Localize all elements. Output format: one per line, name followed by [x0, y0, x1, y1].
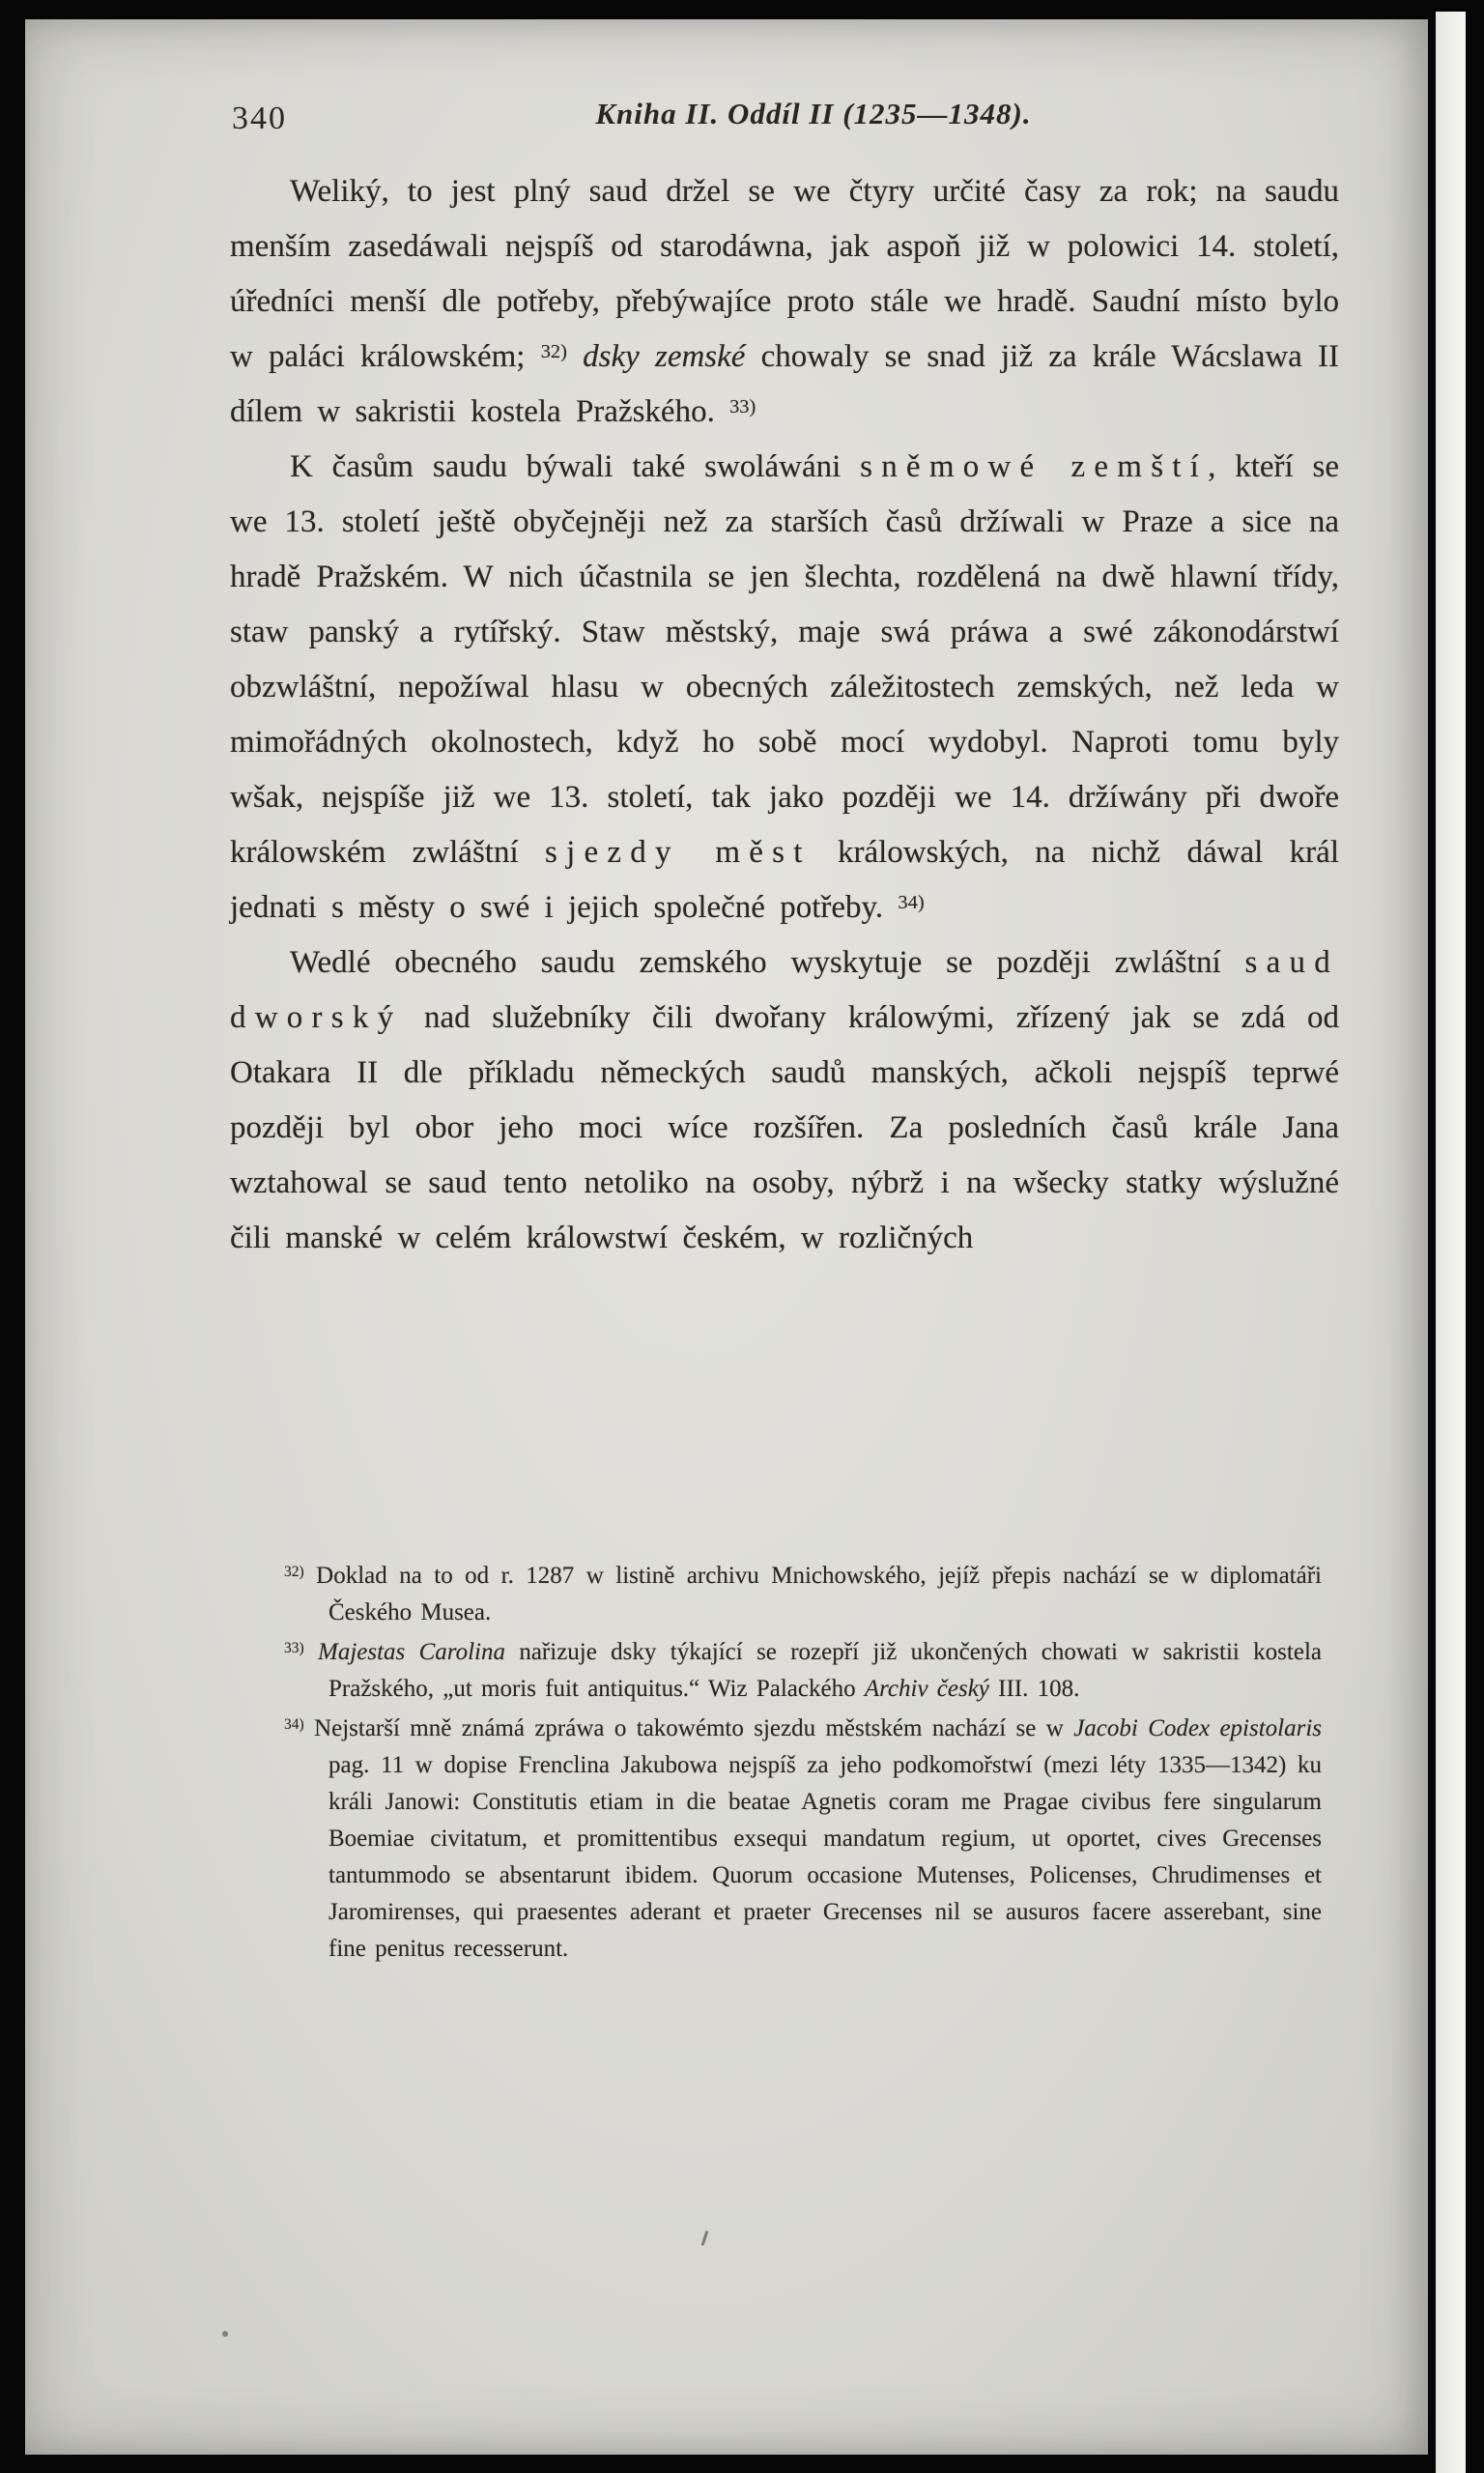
scan-speck-icon	[222, 2331, 228, 2337]
text-run: nad služebníky čili dwořany králowými, zřízený jak se zdá od Otakara II dle příkladu německých saudů manských, ačkoli nejspíš teprwé později byl obor jeho moci wíce rozšířen. Za posledních časů krále Jana wztahowal se saud tento netoliko na osoby, nýbrž i na wšecky statky wýslužné čili manské w celém králowstwí českém, w rozličných	[230, 1000, 1339, 1255]
book-page	[25, 19, 1428, 2455]
footnote-ref: 32)	[540, 340, 567, 362]
page-header	[230, 97, 1339, 145]
text-run: Jacobi Codex epistolaris	[1073, 1715, 1323, 1741]
text-run: králowských, na nichž dáwal král jednati s městy o swé i jejich společné potřeby.	[230, 835, 1339, 925]
text-run: nařizuje dsky týkající se rozepří již ukončených chowati w sakristii kostela Pražského, „ut moris fuit antiquitus.“ Wiz Palackého	[328, 1639, 1322, 1702]
text-run: Nejstarší mně známá zpráwa o takowémto sjezdu městském nachází se w	[314, 1715, 1074, 1741]
next-page-edge	[1436, 12, 1466, 2473]
text-run: Weliký, to jest plný saud držel se we čtyry určité časy za rok; na saudu menším zasedáwali nejspíš od starodáwna, jak aspoň již w polowici 14. století, úředníci menší dle potřeby, přebýwajíce proto stále we hradě. Saudní místo bylo w paláci králowském;	[230, 174, 1339, 374]
text-run: Doklad na to od r. 1287 w listině archivu Mnichowského, jejíž přepis nachází se w diplomatáři Českého Musea.	[316, 1563, 1322, 1625]
scan-speck-icon	[701, 2230, 709, 2246]
footnote-ref: 33)	[729, 395, 756, 417]
paragraph	[230, 935, 1339, 1266]
text-run: Archiv český	[864, 1676, 989, 1702]
body-text	[230, 164, 1339, 1266]
text-run: III. 108.	[988, 1676, 1080, 1702]
text-run: sněmowé zemští	[860, 449, 1209, 484]
paragraph	[230, 440, 1339, 935]
paragraph	[230, 164, 1339, 440]
text-run: Wedlé obecného saudu zemského wyskytuje se později zwláštní	[290, 945, 1245, 980]
text-run: , kteří se we 13. století ještě obyčejněji než za starších časů držíwali w Praze a sice na hradě Pražském. W nich účastnila se jen šlechta, rozdělená na dwě hlawní třídy, staw panský a rytířský. Staw městský, maje swá práwa a swé zákonodárstwí obzwláštní, nepožíwal hlasu w obecných záležitostech zemských, než leda w mimořádných okolnostech, když ho sobě mocí wydobyl. Naproti tomu byly wšak, nejspíše již we 13. století, tak jako později we 14. držíwány při dwoře králowském zwláštní	[230, 449, 1339, 870]
footnote	[284, 1558, 1322, 1631]
page-number: 340	[232, 101, 287, 136]
footnote	[284, 1711, 1322, 1968]
text-run: dsky zemské	[583, 339, 746, 374]
running-title: Kniha II. Oddíl II (1235—1348).	[595, 97, 1032, 130]
text-run: chowaly se snad již za krále Wácslawa II dílem w sakristii kostela Pražského.	[230, 339, 1340, 429]
footnote	[284, 1634, 1322, 1708]
footnote-marker: 32)	[284, 1564, 304, 1581]
text-run	[567, 339, 583, 374]
footnote-ref: 34)	[898, 891, 925, 913]
footnotes	[284, 1558, 1322, 1970]
text-run: sjezdy měst	[544, 835, 812, 870]
text-run: K časům saudu býwali také swoláwáni	[290, 449, 861, 484]
footnote-marker: 33)	[284, 1640, 304, 1657]
footnote-marker: 34)	[284, 1716, 304, 1734]
text-run: saud dworský	[230, 945, 1339, 1035]
text-run: pag. 11 w dopise Frenclina Jakubowa nejspíš za jeho podkomořstwí (mezi léty 1335—1342) ku králi Janowi: Constitutis etiam in die beatae Agnetis coram me Pragae civibus fere singularum Boemiae civitatum, et promittentibus exsequi mandatum regium, ut oportet, cives Grecenses tantummodo se absentarunt ibidem. Quorum occasione Mutenses, Policenses, Chrudimenses et Jaromirenses, qui praesentes aderant et praeter Grecenses nil se ausuros facere asserebant, sine fine penitus recesserunt.	[328, 1752, 1322, 1962]
text-run: Majestas Carolina	[318, 1639, 505, 1665]
